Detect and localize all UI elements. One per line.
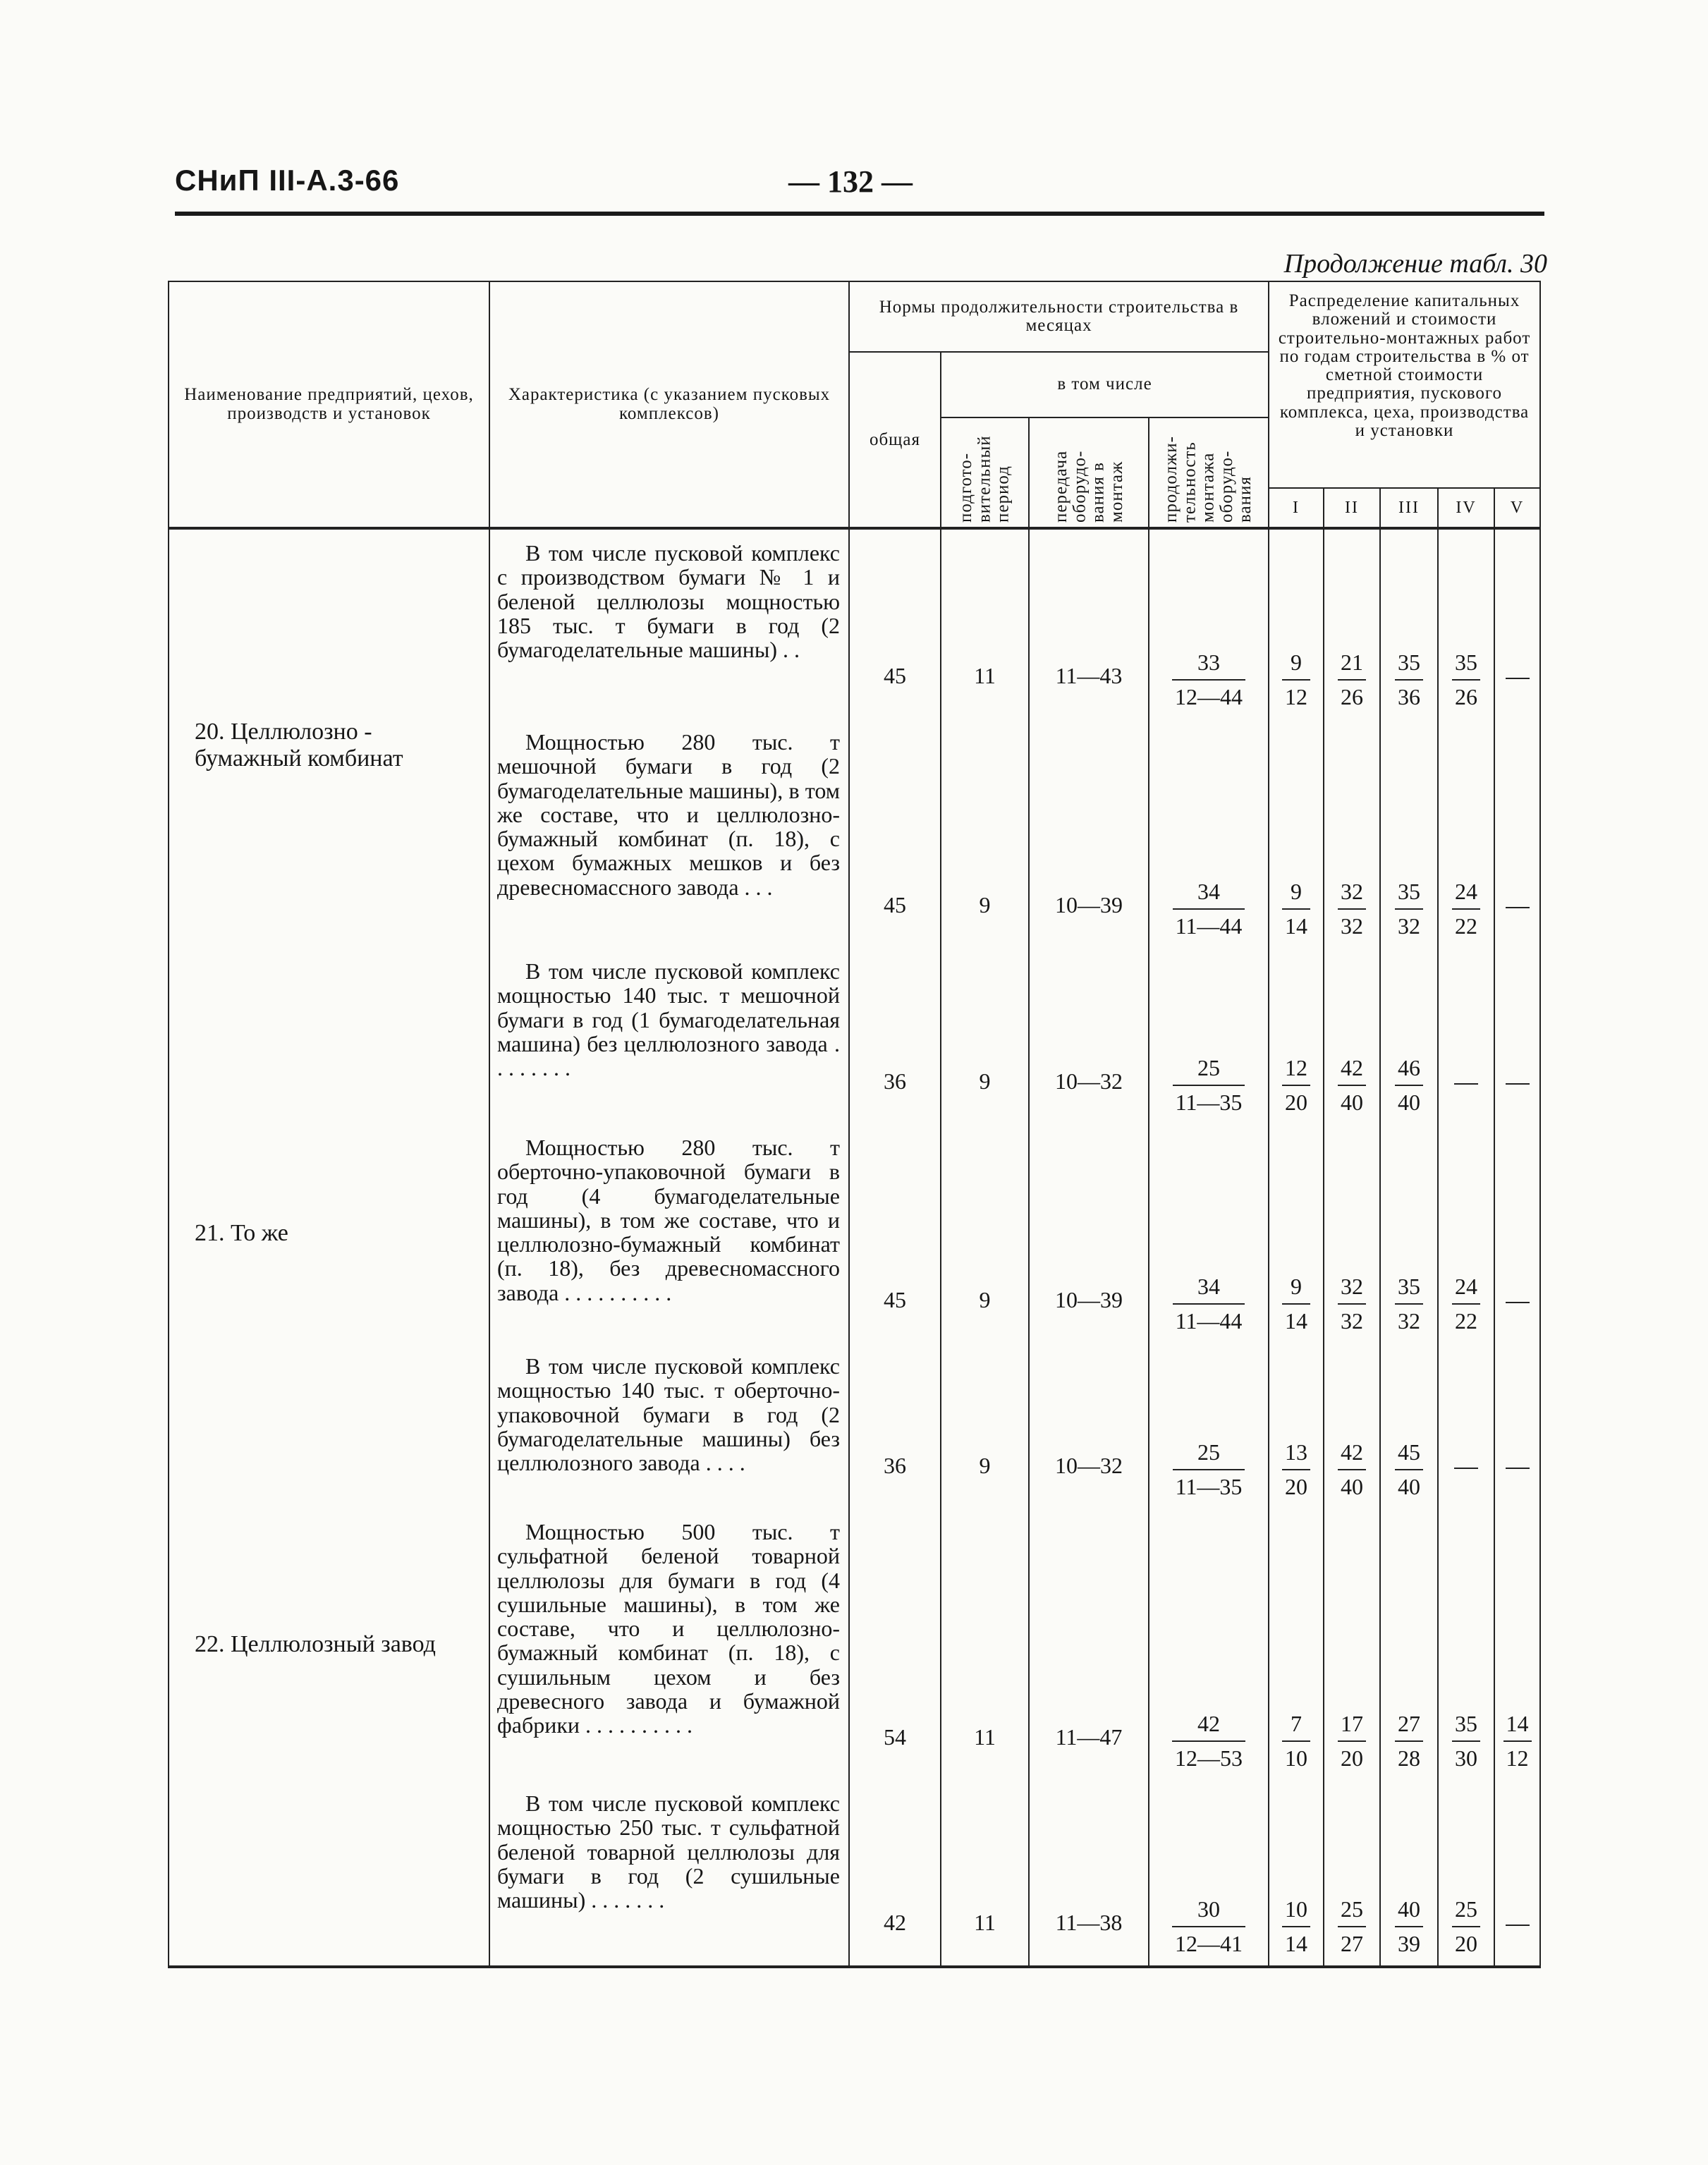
fraction-denominator: 20 xyxy=(1455,1930,1478,1956)
year-4-share xyxy=(1438,719,1494,948)
fraction-numerator: 42 xyxy=(1172,1707,1245,1741)
fraction-value xyxy=(1452,1893,1480,1960)
characteristic-text xyxy=(489,1124,849,1343)
column-header-prep xyxy=(941,417,1029,528)
characteristic-text xyxy=(489,1343,849,1508)
fraction-numerator: 30 xyxy=(1172,1893,1245,1927)
year-4-share xyxy=(1438,1780,1494,1967)
prep-period: 11 xyxy=(941,528,1029,719)
fraction-value xyxy=(1338,646,1366,713)
column-header-characteristic: Характеристика (с указанием пусковых комплексов) xyxy=(489,281,849,528)
page-number: — 132 — xyxy=(788,164,913,199)
year-3-share xyxy=(1380,528,1438,719)
total-duration: 45 xyxy=(849,719,941,948)
characteristic-paragraph: Мощностью 280 тыс. т оберточно-упаковочной бумаги в год (4 бумагоделательные машины), в том же составе, что и целлюлозно-бумажный комбинат (п. 18), без древесномассного завода . . . . . . . . . . xyxy=(497,1135,840,1305)
fraction-value xyxy=(1395,1051,1423,1118)
fraction-value xyxy=(1173,875,1245,942)
fraction-numerator: 33 xyxy=(1172,646,1245,680)
fraction-value xyxy=(1282,1270,1310,1337)
fraction-denominator: 40 xyxy=(1398,1089,1421,1115)
fraction-value xyxy=(1395,646,1423,713)
fraction-value xyxy=(1452,1270,1480,1337)
enterprise-name: 22. Целлюлозный завод xyxy=(169,1508,489,1780)
installation-duration xyxy=(1149,528,1269,719)
fraction-denominator: 22 xyxy=(1455,1307,1478,1334)
enterprise-name: 20. Целлюлозно - бумажный комбинат xyxy=(169,719,489,948)
column-header-transfer xyxy=(1029,417,1149,528)
fraction-denominator: 32 xyxy=(1341,913,1364,939)
equipment-transfer: 11—43 xyxy=(1029,528,1149,719)
dash-value xyxy=(1506,907,1530,908)
year-1-share xyxy=(1269,719,1324,948)
year-5-share xyxy=(1494,1124,1540,1343)
dash-value xyxy=(1506,1468,1530,1469)
enterprise-name: 21. То же xyxy=(169,1124,489,1343)
column-header-name: Наименование предприятий, цехов, производств и установок xyxy=(169,281,489,528)
table-row xyxy=(169,528,1540,719)
fraction-numerator: 24 xyxy=(1452,1270,1480,1304)
fraction-numerator: 32 xyxy=(1338,875,1366,909)
fraction-denominator: 32 xyxy=(1398,913,1421,939)
page-header xyxy=(175,164,1543,214)
fraction-denominator: 10 xyxy=(1285,1745,1308,1771)
fraction-denominator: 36 xyxy=(1398,683,1421,709)
fraction-value xyxy=(1338,1893,1366,1960)
characteristic-text xyxy=(489,948,849,1124)
total-duration: 45 xyxy=(849,1124,941,1343)
fraction-denominator: 22 xyxy=(1455,913,1478,939)
fraction-value xyxy=(1452,875,1480,942)
fraction-numerator: 35 xyxy=(1395,1270,1423,1304)
year-2-share xyxy=(1324,528,1380,719)
enterprise-name xyxy=(169,528,489,719)
fraction-denominator: 40 xyxy=(1398,1473,1421,1499)
fraction-numerator: 45 xyxy=(1395,1436,1423,1470)
dash-value xyxy=(1506,1302,1530,1303)
norms-table xyxy=(168,281,1541,1968)
fraction-numerator: 46 xyxy=(1395,1051,1423,1085)
year-5-share xyxy=(1494,719,1540,948)
year-3-share xyxy=(1380,1780,1438,1967)
year-5-share xyxy=(1494,1343,1540,1508)
enterprise-name xyxy=(169,1780,489,1967)
year-header-2: II xyxy=(1324,488,1380,528)
table-header xyxy=(169,281,1540,528)
dash-value xyxy=(1454,1083,1478,1085)
table-row xyxy=(169,1780,1540,1967)
column-header-duration-text: продолжи-тельность монтажа оборудо-вания xyxy=(1161,435,1255,523)
equipment-transfer: 10—39 xyxy=(1029,1124,1149,1343)
installation-duration xyxy=(1149,1124,1269,1343)
fraction-numerator: 35 xyxy=(1395,875,1423,909)
characteristic-text xyxy=(489,719,849,948)
total-duration: 36 xyxy=(849,1343,941,1508)
fraction-value xyxy=(1338,1270,1366,1337)
table-row xyxy=(169,719,1540,948)
year-1-share xyxy=(1269,948,1324,1124)
year-2-share xyxy=(1324,1780,1380,1967)
prep-period: 11 xyxy=(941,1780,1029,1967)
fraction-denominator: 11—44 xyxy=(1175,1307,1243,1334)
characteristic-text xyxy=(489,528,849,719)
fraction-value xyxy=(1452,646,1480,713)
year-5-share xyxy=(1494,948,1540,1124)
characteristic-text xyxy=(489,1508,849,1780)
dash-value xyxy=(1506,1083,1530,1085)
fraction-denominator: 12—53 xyxy=(1175,1745,1243,1771)
equipment-transfer: 10—32 xyxy=(1029,1343,1149,1508)
characteristic-paragraph: В том числе пусковой комплекс с производством бумаги № 1 и беленой целлюлозы мощностью 185 тыс. т бумаги в год (2 бумагоделательные машины) . . xyxy=(497,540,840,663)
prep-period: 11 xyxy=(941,1508,1029,1780)
total-duration: 45 xyxy=(849,528,941,719)
fraction-denominator: 14 xyxy=(1285,913,1308,939)
fraction-numerator: 14 xyxy=(1503,1707,1532,1741)
dash-value xyxy=(1454,1468,1478,1469)
fraction-denominator: 14 xyxy=(1285,1930,1308,1956)
fraction-denominator: 40 xyxy=(1341,1473,1364,1499)
year-3-share xyxy=(1380,1508,1438,1780)
year-5-share xyxy=(1494,1508,1540,1780)
fraction-numerator: 25 xyxy=(1173,1436,1245,1470)
fraction-value xyxy=(1503,1707,1532,1774)
fraction-numerator: 34 xyxy=(1173,875,1245,909)
year-3-share xyxy=(1380,1343,1438,1508)
fraction-denominator: 30 xyxy=(1455,1745,1478,1771)
fraction-denominator: 26 xyxy=(1341,683,1364,709)
fraction-denominator: 32 xyxy=(1398,1307,1421,1334)
fraction-denominator: 11—35 xyxy=(1175,1089,1243,1115)
year-header-3: III xyxy=(1380,488,1438,528)
characteristic-paragraph: В том числе пусковой комплекс мощностью 140 тыс. т мешочной бумаги в год (1 бумагоделательная машина) без целлюлозного завода . . . . . . . . xyxy=(497,958,840,1081)
fraction-value xyxy=(1282,1436,1310,1503)
fraction-numerator: 9 xyxy=(1282,1270,1310,1304)
fraction-numerator: 9 xyxy=(1282,875,1310,909)
fraction-value xyxy=(1282,1707,1310,1774)
year-header-4: IV xyxy=(1438,488,1494,528)
fraction-numerator: 27 xyxy=(1395,1707,1423,1741)
fraction-numerator: 35 xyxy=(1452,646,1480,680)
fraction-denominator: 11—35 xyxy=(1175,1473,1243,1499)
fraction-value xyxy=(1395,875,1423,942)
installation-duration xyxy=(1149,1508,1269,1780)
subgroup-header-including: в том числе xyxy=(941,352,1269,417)
year-4-share xyxy=(1438,1343,1494,1508)
prep-period: 9 xyxy=(941,1124,1029,1343)
year-3-share xyxy=(1380,719,1438,948)
group-header-distribution: Распределение капитальных вложений и стоимости строительно-монтажных работ по годам строительства в % от сметной стоимости предприятия, пускового комплекса, цеха, производства и установки xyxy=(1269,281,1540,488)
total-duration: 42 xyxy=(849,1780,941,1967)
equipment-transfer: 11—47 xyxy=(1029,1508,1149,1780)
dash-value xyxy=(1506,678,1530,679)
year-4-share xyxy=(1438,1124,1494,1343)
fraction-numerator: 34 xyxy=(1173,1270,1245,1304)
characteristic-paragraph: В том числе пусковой комплекс мощностью 250 тыс. т сульфатной беленой товарной целлюлозы для бумаги в год (2 сушильные машины) . . . . . . . xyxy=(497,1791,840,1913)
fraction-value xyxy=(1395,1436,1423,1503)
fraction-numerator: 12 xyxy=(1282,1051,1310,1085)
fraction-denominator: 11—44 xyxy=(1175,913,1243,939)
year-1-share xyxy=(1269,1343,1324,1508)
fraction-value xyxy=(1282,646,1310,713)
table-continuation-label: Продолжение табл. 30 xyxy=(1283,249,1547,279)
fraction-value xyxy=(1282,1051,1310,1118)
installation-duration xyxy=(1149,1343,1269,1508)
fraction-denominator: 20 xyxy=(1341,1745,1364,1771)
table-row xyxy=(169,948,1540,1124)
year-3-share xyxy=(1380,1124,1438,1343)
column-header-prep-text: подгото-вительный период xyxy=(956,435,1013,523)
fraction-numerator: 10 xyxy=(1282,1893,1310,1927)
fraction-denominator: 40 xyxy=(1341,1089,1364,1115)
prep-period: 9 xyxy=(941,719,1029,948)
header-rule xyxy=(175,212,1544,216)
fraction-value xyxy=(1172,1893,1245,1960)
fraction-denominator: 14 xyxy=(1285,1307,1308,1334)
fraction-numerator: 32 xyxy=(1338,1270,1366,1304)
equipment-transfer: 10—39 xyxy=(1029,719,1149,948)
equipment-transfer: 10—32 xyxy=(1029,948,1149,1124)
installation-duration xyxy=(1149,719,1269,948)
year-header-1: I xyxy=(1269,488,1324,528)
year-3-share xyxy=(1380,948,1438,1124)
fraction-numerator: 24 xyxy=(1452,875,1480,909)
fraction-value xyxy=(1282,875,1310,942)
characteristic-paragraph: Мощностью 500 тыс. т сульфатной беленой товарной целлюлозы для бумаги в год (4 сушильные машины), в том же составе, что и целлюлозно-бумажный комбинат (п. 18), с сушильным цехом и без древесного завода и бумажной фабрики . . . . . . . . . . xyxy=(497,1519,840,1738)
fraction-numerator: 35 xyxy=(1452,1707,1480,1741)
fraction-numerator: 13 xyxy=(1282,1436,1310,1470)
table-body xyxy=(169,528,1540,1967)
fraction-value xyxy=(1338,875,1366,942)
fraction-value xyxy=(1172,1707,1245,1774)
fraction-value xyxy=(1395,1893,1423,1960)
fraction-value xyxy=(1338,1051,1366,1118)
fraction-value xyxy=(1395,1707,1423,1774)
fraction-numerator: 40 xyxy=(1395,1893,1423,1927)
enterprise-name xyxy=(169,1343,489,1508)
table-row xyxy=(169,1343,1540,1508)
installation-duration xyxy=(1149,948,1269,1124)
fraction-numerator: 35 xyxy=(1395,646,1423,680)
dash-value xyxy=(1506,1925,1530,1926)
year-4-share xyxy=(1438,1508,1494,1780)
fraction-numerator: 9 xyxy=(1282,646,1310,680)
year-1-share xyxy=(1269,528,1324,719)
year-1-share xyxy=(1269,1508,1324,1780)
group-header-norms: Нормы продолжительности строительства в месяцах xyxy=(849,281,1269,352)
year-5-share xyxy=(1494,1780,1540,1967)
year-header-5: V xyxy=(1494,488,1540,528)
document-code: СНиП III-А.3-66 xyxy=(175,164,400,197)
year-4-share xyxy=(1438,528,1494,719)
year-2-share xyxy=(1324,1508,1380,1780)
fraction-denominator: 26 xyxy=(1455,683,1478,709)
year-2-share xyxy=(1324,719,1380,948)
column-header-transfer-text: передача оборудо-вания в монтаж xyxy=(1051,450,1126,523)
fraction-value xyxy=(1173,1436,1245,1503)
fraction-numerator: 25 xyxy=(1452,1893,1480,1927)
fraction-denominator: 32 xyxy=(1341,1307,1364,1334)
fraction-numerator: 25 xyxy=(1338,1893,1366,1927)
fraction-value xyxy=(1282,1893,1310,1960)
fraction-denominator: 39 xyxy=(1398,1930,1421,1956)
fraction-denominator: 20 xyxy=(1285,1473,1308,1499)
year-5-share xyxy=(1494,528,1540,719)
fraction-value xyxy=(1172,646,1245,713)
prep-period: 9 xyxy=(941,948,1029,1124)
year-1-share xyxy=(1269,1780,1324,1967)
fraction-value xyxy=(1395,1270,1423,1337)
fraction-numerator: 21 xyxy=(1338,646,1366,680)
table-row xyxy=(169,1124,1540,1343)
year-1-share xyxy=(1269,1124,1324,1343)
year-2-share xyxy=(1324,1124,1380,1343)
fraction-numerator: 17 xyxy=(1338,1707,1366,1741)
fraction-denominator: 12 xyxy=(1506,1745,1529,1771)
fraction-denominator: 28 xyxy=(1398,1745,1421,1771)
year-2-share xyxy=(1324,1343,1380,1508)
fraction-denominator: 12 xyxy=(1285,683,1308,709)
fraction-denominator: 12—44 xyxy=(1175,683,1243,709)
column-header-total: общая xyxy=(849,352,941,528)
fraction-denominator: 12—41 xyxy=(1175,1930,1243,1956)
equipment-transfer: 11—38 xyxy=(1029,1780,1149,1967)
enterprise-name xyxy=(169,948,489,1124)
fraction-value xyxy=(1452,1707,1480,1774)
characteristic-paragraph: В том числе пусковой комплекс мощностью 140 тыс. т оберточно-упаковочной бумаги в год (2 бумагоделательные машины) без целлюлозного завода . . . . xyxy=(497,1353,840,1476)
prep-period: 9 xyxy=(941,1343,1029,1508)
column-header-duration xyxy=(1149,417,1269,528)
fraction-numerator: 42 xyxy=(1338,1051,1366,1085)
fraction-value xyxy=(1173,1270,1245,1337)
fraction-denominator: 20 xyxy=(1285,1089,1308,1115)
fraction-numerator: 42 xyxy=(1338,1436,1366,1470)
fraction-denominator: 27 xyxy=(1341,1930,1364,1956)
characteristic-text xyxy=(489,1780,849,1967)
year-4-share xyxy=(1438,948,1494,1124)
total-duration: 36 xyxy=(849,948,941,1124)
fraction-value xyxy=(1338,1707,1366,1774)
year-2-share xyxy=(1324,948,1380,1124)
fraction-value xyxy=(1173,1051,1245,1118)
fraction-numerator: 7 xyxy=(1282,1707,1310,1741)
characteristic-paragraph: Мощностью 280 тыс. т мешочной бумаги в год (2 бумагоделательные машины), в том же составе, что и целлюлозно-бумажный комбинат (п. 18), с цехом бумажных мешков и без древесномассного завода . . . xyxy=(497,729,840,900)
fraction-numerator: 25 xyxy=(1173,1051,1245,1085)
table-row xyxy=(169,1508,1540,1780)
fraction-value xyxy=(1338,1436,1366,1503)
total-duration: 54 xyxy=(849,1508,941,1780)
installation-duration xyxy=(1149,1780,1269,1967)
